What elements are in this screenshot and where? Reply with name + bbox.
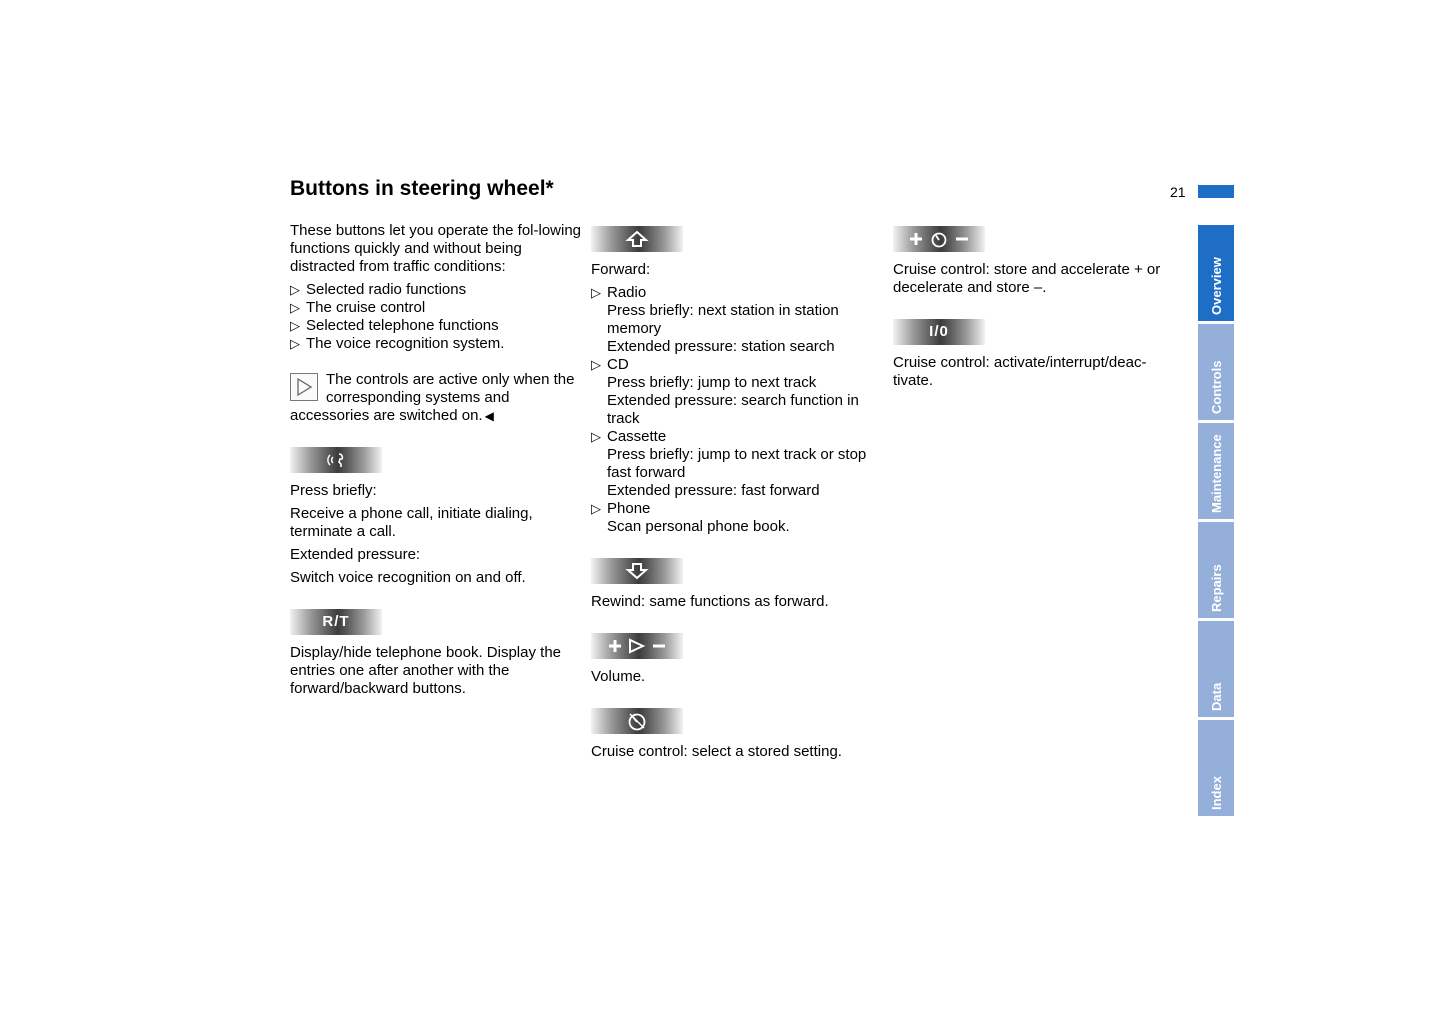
list-item: ▷ The voice recognition system. (290, 335, 582, 353)
tab-label: Controls (1209, 360, 1224, 414)
speedometer-icon (626, 711, 648, 731)
cruise-onoff-button-image (893, 319, 985, 345)
plus-speedometer-minus-icon (909, 230, 969, 248)
note-triangle-icon (290, 373, 318, 401)
forward-button-image (591, 226, 683, 252)
list-item (591, 428, 883, 500)
tab-label: Overview (1209, 257, 1224, 315)
intro-text: These buttons let you operate the fol-lowing functions quickly and without being distracted from traffic conditions: (290, 222, 582, 275)
rt-button-image (290, 609, 382, 635)
list-item (591, 356, 883, 428)
cruise-adjust-desc: Cruise control: store and accelerate + or decelerate and store –. (893, 261, 1161, 296)
function-list (290, 281, 582, 353)
tab-label: Repairs (1209, 564, 1224, 612)
list-item-label: ▷ Cassette (607, 428, 667, 445)
arrow-up-icon (625, 230, 649, 248)
cruise-adjust-button-image (893, 226, 985, 252)
volume-button-image (591, 633, 683, 659)
column-1 (290, 222, 582, 698)
list-item-line: Extended pressure: station search (607, 338, 835, 355)
cruise-onoff-desc: Cruise control: activate/interrupt/deac-tivate. (893, 354, 1147, 389)
voice-phone-icon (325, 450, 347, 470)
forward-function-list (591, 284, 883, 536)
list-item-line: Scan personal phone book. (607, 518, 790, 535)
list-item-line: Press briefly: next station in station memory (607, 302, 839, 337)
note-block (290, 371, 582, 425)
voice-extended-desc: Switch voice recognition on and off. (290, 569, 526, 586)
list-item-label: ▷ Phone (607, 500, 651, 517)
cruise-resume-desc: Cruise control: select a stored setting. (591, 743, 842, 760)
page-number: 21 (1170, 184, 1186, 200)
tab-repairs[interactable] (1198, 522, 1234, 618)
column-3 (893, 222, 1185, 390)
volume-icon (608, 638, 666, 654)
tab-data[interactable] (1198, 621, 1234, 717)
tab-label: Data (1209, 682, 1224, 711)
arrow-down-icon (625, 562, 649, 580)
list-item-line: Extended pressure: search function in track (607, 392, 859, 427)
page-marker (1198, 185, 1234, 198)
rewind-button-image (591, 558, 683, 584)
rewind-desc: Rewind: same functions as forward. (591, 593, 829, 610)
tab-label: Maintenance (1209, 434, 1224, 513)
volume-desc: Volume. (591, 668, 646, 685)
list-item-line: Press briefly: jump to next track or stop fast forward (607, 446, 867, 481)
cruise-resume-button-image (591, 708, 683, 734)
column-2 (591, 222, 883, 761)
list-item-label: ▷ Radio (607, 284, 647, 301)
list-item-label: ▷ CD (607, 356, 629, 373)
list-item: ▷ Selected radio functions (290, 281, 582, 299)
list-item (591, 284, 883, 356)
tab-maintenance[interactable] (1198, 423, 1234, 519)
rt-button-desc: Display/hide telephone book. Display the entries one after another with the forward/backward buttons. (290, 644, 562, 697)
voice-phone-button-image (290, 447, 382, 473)
tab-label: Index (1209, 776, 1224, 810)
page-title: Buttons in steering wheel* (290, 177, 554, 200)
list-item-line: Extended pressure: fast forward (607, 482, 820, 499)
list-item-line: Press briefly: jump to next track (607, 374, 817, 391)
tab-index[interactable] (1198, 720, 1234, 816)
note-text: The controls are active only when the corresponding systems and accessories are switched on. (290, 371, 575, 424)
end-marker-icon: ◀ (484, 409, 494, 423)
voice-extended-label: Extended pressure: (290, 546, 421, 563)
forward-title: Forward: (591, 261, 651, 278)
rt-button-label: R/T (322, 613, 350, 630)
list-item: ▷ The cruise control (290, 299, 582, 317)
voice-press-briefly-label: Press briefly: (290, 482, 377, 499)
tab-overview[interactable] (1198, 225, 1234, 321)
list-item (591, 500, 883, 536)
list-item: ▷ Selected telephone functions (290, 317, 582, 335)
cruise-onoff-label: I/0 (929, 323, 949, 340)
section-tabs (1198, 225, 1234, 819)
voice-press-briefly-desc: Receive a phone call, initiate dialing, terminate a call. (290, 505, 533, 540)
tab-controls[interactable] (1198, 324, 1234, 420)
